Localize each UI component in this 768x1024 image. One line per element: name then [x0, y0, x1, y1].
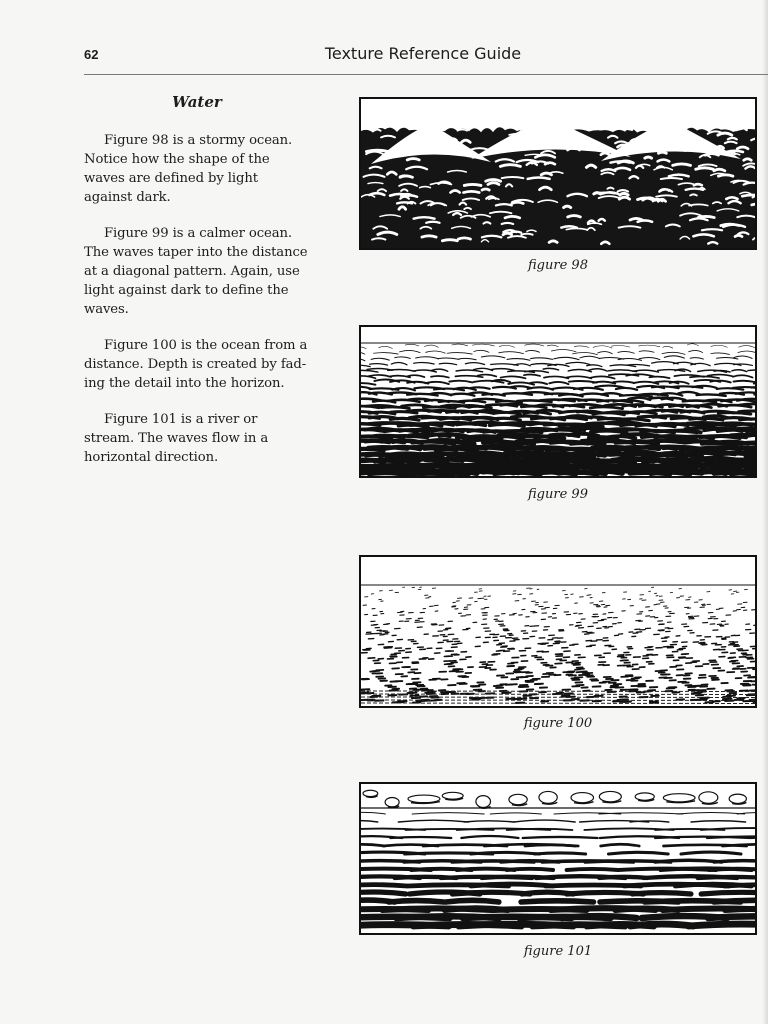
- paragraph-figure-101: Figure 101 is a river or stream. The waves flow in a horizontal direction.: [84, 412, 269, 465]
- flow-line: [567, 869, 618, 870]
- wavelet: [736, 424, 755, 426]
- flow-line: [677, 813, 745, 814]
- wavelet: [537, 410, 561, 412]
- foam-stroke: [512, 202, 523, 203]
- flow-line: [471, 884, 553, 886]
- foam-stroke: [397, 202, 412, 203]
- wavelet: [618, 358, 641, 360]
- flow-line: [525, 845, 576, 846]
- wavelet: [473, 344, 495, 346]
- foam-stroke: [607, 188, 613, 189]
- foam-stroke: [658, 152, 666, 153]
- wavelet: [470, 387, 489, 388]
- flow-line: [599, 877, 647, 878]
- wavelet: [438, 358, 459, 359]
- wavelet: [736, 392, 755, 394]
- foam-stroke: [673, 164, 691, 165]
- wavelet: [639, 345, 660, 347]
- bank-stone: [539, 791, 557, 803]
- foam-stroke: [502, 223, 513, 224]
- flow-line: [398, 820, 468, 822]
- wavelet: [616, 388, 637, 390]
- wavelet: [399, 350, 420, 352]
- wavelet: [689, 350, 703, 352]
- foam-stroke: [702, 229, 722, 230]
- figure-98-caption: figure 98: [528, 258, 588, 273]
- foam-stroke: [549, 241, 557, 243]
- paragraph-figure-98: Figure 98 is a stormy ocean. Notice how the shape of the waves are defined by light against dark.: [84, 133, 293, 205]
- bank-stone: [663, 794, 695, 802]
- wavelet: [525, 344, 544, 346]
- stormy-ocean-illustration: [361, 99, 755, 248]
- wavelet: [691, 363, 710, 365]
- sky: [361, 327, 755, 343]
- flow-line: [601, 844, 640, 846]
- wavelet: [424, 345, 438, 347]
- foam-stroke: [752, 204, 755, 205]
- wavelet: [739, 411, 755, 413]
- wavelet: [481, 356, 505, 358]
- wavelet: [445, 442, 474, 444]
- page-edge-shadow: [762, 0, 768, 1024]
- flow-line: [361, 885, 407, 886]
- foam-stroke: [366, 150, 388, 151]
- flow-line: [390, 837, 451, 838]
- foam-stroke: [594, 193, 601, 194]
- wavelet: [525, 371, 549, 373]
- wavelet: [416, 357, 439, 359]
- flow-line: [523, 837, 598, 838]
- wavelet: [717, 388, 744, 390]
- foam-stroke: [735, 235, 742, 236]
- foam-stroke: [503, 233, 511, 235]
- wavelet: [549, 382, 568, 384]
- wavelet: [447, 353, 472, 355]
- figure-99-calm-ocean: [359, 325, 757, 478]
- wavelet: [391, 363, 407, 365]
- foam-stroke: [458, 238, 470, 239]
- flow-line: [446, 900, 499, 902]
- flow-line: [361, 821, 378, 822]
- wavelet: [574, 346, 589, 347]
- wavelet: [690, 376, 719, 378]
- flow-line: [722, 844, 755, 846]
- foam-stroke: [442, 240, 457, 241]
- flow-line: [701, 892, 755, 894]
- wavelet: [590, 376, 615, 378]
- wavelet: [741, 443, 755, 445]
- wavelet: [747, 430, 755, 432]
- flow-line: [609, 852, 669, 854]
- flow-line: [464, 821, 514, 822]
- wavelet: [690, 358, 703, 359]
- foam-stroke: [400, 176, 409, 177]
- wavelet: [639, 357, 660, 359]
- bank-stone: [385, 798, 399, 807]
- figure-99-caption: figure 99: [528, 487, 588, 502]
- bank-stone: [699, 792, 718, 804]
- wavelet: [711, 353, 730, 354]
- flow-line: [461, 836, 518, 838]
- flow-line: [562, 916, 637, 918]
- wavelet: [370, 364, 388, 365]
- wavelet: [426, 351, 446, 353]
- wavelet: [361, 383, 375, 385]
- foam-stroke: [564, 206, 571, 207]
- flow-line: [361, 892, 406, 894]
- wavelet: [501, 376, 526, 378]
- wavelet: [687, 344, 698, 346]
- flow-line: [725, 909, 755, 910]
- flow-line: [709, 869, 755, 870]
- wavelet: [739, 346, 755, 348]
- flow-line: [389, 901, 444, 902]
- wavelet: [381, 407, 409, 408]
- wavelet: [531, 358, 553, 360]
- wavelet: [431, 376, 449, 378]
- wavelet: [681, 411, 704, 413]
- wavelet: [744, 460, 755, 462]
- wavelet: [746, 466, 755, 468]
- flow-line: [507, 869, 553, 870]
- flow-line: [689, 924, 755, 926]
- wavelet: [379, 346, 393, 348]
- flow-line: [714, 861, 755, 862]
- flow-line: [714, 900, 755, 902]
- foam-stroke: [705, 154, 718, 155]
- foam-stroke: [482, 189, 489, 190]
- flow-line: [725, 885, 755, 886]
- flow-line: [701, 828, 755, 830]
- foam-stroke: [690, 194, 697, 195]
- flow-line: [471, 852, 540, 854]
- bank-stone: [509, 794, 527, 804]
- foam-stroke: [645, 157, 652, 158]
- wavelet: [618, 351, 634, 353]
- wavelet: [491, 369, 515, 371]
- wavelet: [374, 353, 399, 354]
- foam-stroke: [512, 136, 528, 137]
- flow-line: [514, 820, 575, 822]
- foam-stroke: [521, 234, 532, 235]
- wavelet: [593, 346, 612, 348]
- wavelet: [474, 350, 489, 352]
- wavelet: [678, 392, 699, 394]
- wavelet: [543, 368, 558, 370]
- wavelet: [566, 362, 590, 364]
- figure-100-caption: figure 100: [523, 716, 593, 731]
- bank-stone: [599, 791, 621, 801]
- flow-line: [655, 860, 721, 862]
- bank-stone: [571, 793, 594, 803]
- wavelet: [361, 365, 370, 366]
- foam-stroke: [744, 159, 751, 160]
- wavelet: [734, 356, 752, 358]
- wavelet: [611, 345, 629, 346]
- paragraph-figure-99: Figure 99 is a calmer ocean. The waves taper into the distance at a diagonal pattern. Again, use light against dark to define the waves.: [84, 226, 308, 317]
- wavelet: [361, 352, 365, 354]
- foam-stroke: [422, 236, 436, 237]
- foam-stroke: [528, 178, 550, 179]
- wavelet: [361, 370, 378, 372]
- figure-101-caption: figure 101: [523, 944, 593, 959]
- wavelet: [751, 387, 755, 388]
- wavelet: [718, 413, 750, 414]
- wavelet: [732, 370, 747, 372]
- wavelet: [626, 374, 654, 376]
- flow-line: [452, 892, 530, 894]
- flow-line: [681, 852, 741, 854]
- paragraph-figure-100: Figure 100 is the ocean from a distance. Depth is created by fad-ing the detail into the horizon.: [84, 338, 308, 391]
- foam-stroke: [751, 139, 755, 141]
- wavelet: [598, 352, 613, 354]
- wavelet: [507, 359, 530, 361]
- wavelet: [573, 353, 598, 355]
- wavelet: [456, 370, 483, 372]
- page-number: 62: [84, 47, 99, 62]
- wavelet: [459, 401, 485, 403]
- wavelet: [548, 364, 569, 366]
- section-title: Water: [172, 93, 222, 111]
- wavelet: [395, 357, 411, 359]
- bank-stone: [476, 796, 491, 808]
- wavelet: [663, 346, 673, 348]
- foam-stroke: [694, 184, 702, 185]
- bank-stone: [635, 793, 654, 800]
- wavelet: [439, 363, 456, 364]
- flow-line: [361, 844, 385, 846]
- foam-stroke: [638, 220, 652, 221]
- flow-line: [737, 813, 755, 814]
- wavelet: [734, 381, 755, 383]
- foam-stroke: [505, 216, 520, 217]
- wavelet: [547, 345, 558, 347]
- wavelet: [371, 358, 389, 360]
- wavelet: [499, 352, 524, 354]
- wavelet: [566, 376, 591, 378]
- wavelet: [613, 381, 634, 383]
- wavelet: [664, 356, 684, 358]
- wavelet: [528, 387, 554, 389]
- foam-stroke: [464, 184, 481, 185]
- wavelet: [620, 395, 652, 397]
- foam-stroke: [403, 195, 417, 196]
- wavelet: [690, 418, 723, 420]
- wavelet: [587, 365, 602, 367]
- foam-stroke: [431, 133, 441, 134]
- wavelet: [554, 357, 579, 359]
- foam-stroke: [620, 193, 628, 195]
- wavelet: [754, 383, 755, 384]
- body-text: [84, 131, 310, 484]
- wavelet: [499, 345, 514, 347]
- river-stream-illustration: [361, 784, 755, 933]
- wavelet: [733, 375, 753, 377]
- foam-stroke: [561, 226, 576, 227]
- wavelet: [711, 345, 727, 347]
- figure-101-river-stream: [359, 782, 757, 935]
- wavelet: [452, 344, 468, 346]
- wavelet: [449, 381, 472, 383]
- wavelet: [526, 350, 540, 352]
- wavelet: [524, 375, 540, 376]
- wavelet: [361, 347, 366, 349]
- wavelet: [754, 394, 755, 396]
- header-rule: [84, 74, 768, 75]
- wavelet: [740, 419, 755, 420]
- foam-stroke: [696, 168, 713, 169]
- wavelet: [740, 471, 755, 472]
- wavelet: [544, 376, 568, 378]
- flow-line: [412, 813, 484, 814]
- foam-stroke: [407, 159, 419, 160]
- foam-stroke: [464, 191, 480, 192]
- foam-stroke: [426, 222, 439, 223]
- distant-ocean-illustration: [361, 557, 755, 706]
- foam-stroke: [742, 195, 755, 196]
- flow-line: [599, 813, 683, 814]
- wavelet: [491, 418, 520, 420]
- flow-line: [698, 877, 755, 878]
- wavelet: [361, 359, 365, 361]
- wavelet: [580, 356, 600, 358]
- foam-stroke: [661, 178, 682, 179]
- wavelet: [405, 344, 419, 346]
- wavelet: [429, 393, 451, 395]
- wavelet: [465, 363, 484, 365]
- foam-stroke: [568, 216, 581, 217]
- foam-stroke: [500, 165, 520, 167]
- bank-stone: [408, 795, 440, 803]
- wavelet: [748, 370, 755, 372]
- flow-line: [521, 901, 593, 902]
- bank-stone: [442, 792, 463, 799]
- wavelet: [649, 377, 669, 379]
- wavelet: [551, 350, 576, 352]
- flow-line: [691, 821, 746, 822]
- flow-line: [535, 853, 586, 854]
- wavelet: [662, 352, 685, 354]
- foam-stroke: [612, 128, 632, 129]
- wavelet: [459, 358, 476, 359]
- wavelet: [746, 455, 755, 457]
- calm-ocean-illustration: [361, 327, 755, 476]
- wavelet: [734, 364, 753, 365]
- bank-stone: [729, 794, 746, 803]
- flow-line: [632, 893, 691, 894]
- wavelet: [414, 362, 434, 364]
- wavelet: [738, 351, 755, 353]
- running-title: Texture Reference Guide: [324, 44, 522, 63]
- figure-100-distant-ocean: [359, 555, 757, 708]
- wavelet: [388, 369, 415, 371]
- foam-stroke: [672, 147, 681, 148]
- flow-line: [630, 924, 693, 926]
- wavelet: [390, 418, 419, 420]
- wavelet: [747, 435, 755, 437]
- foam-stroke: [714, 169, 725, 171]
- wavelet: [483, 394, 505, 396]
- flow-line: [708, 916, 755, 918]
- flow-line: [490, 813, 541, 814]
- flow-line: [361, 812, 385, 814]
- wavelet: [474, 381, 504, 383]
- figure-98-stormy-ocean: [359, 97, 757, 250]
- wavelet: [744, 448, 755, 449]
- wavelet: [590, 407, 622, 409]
- wavelet: [639, 351, 654, 352]
- bank-stone: [363, 790, 378, 796]
- wavelet: [589, 369, 608, 371]
